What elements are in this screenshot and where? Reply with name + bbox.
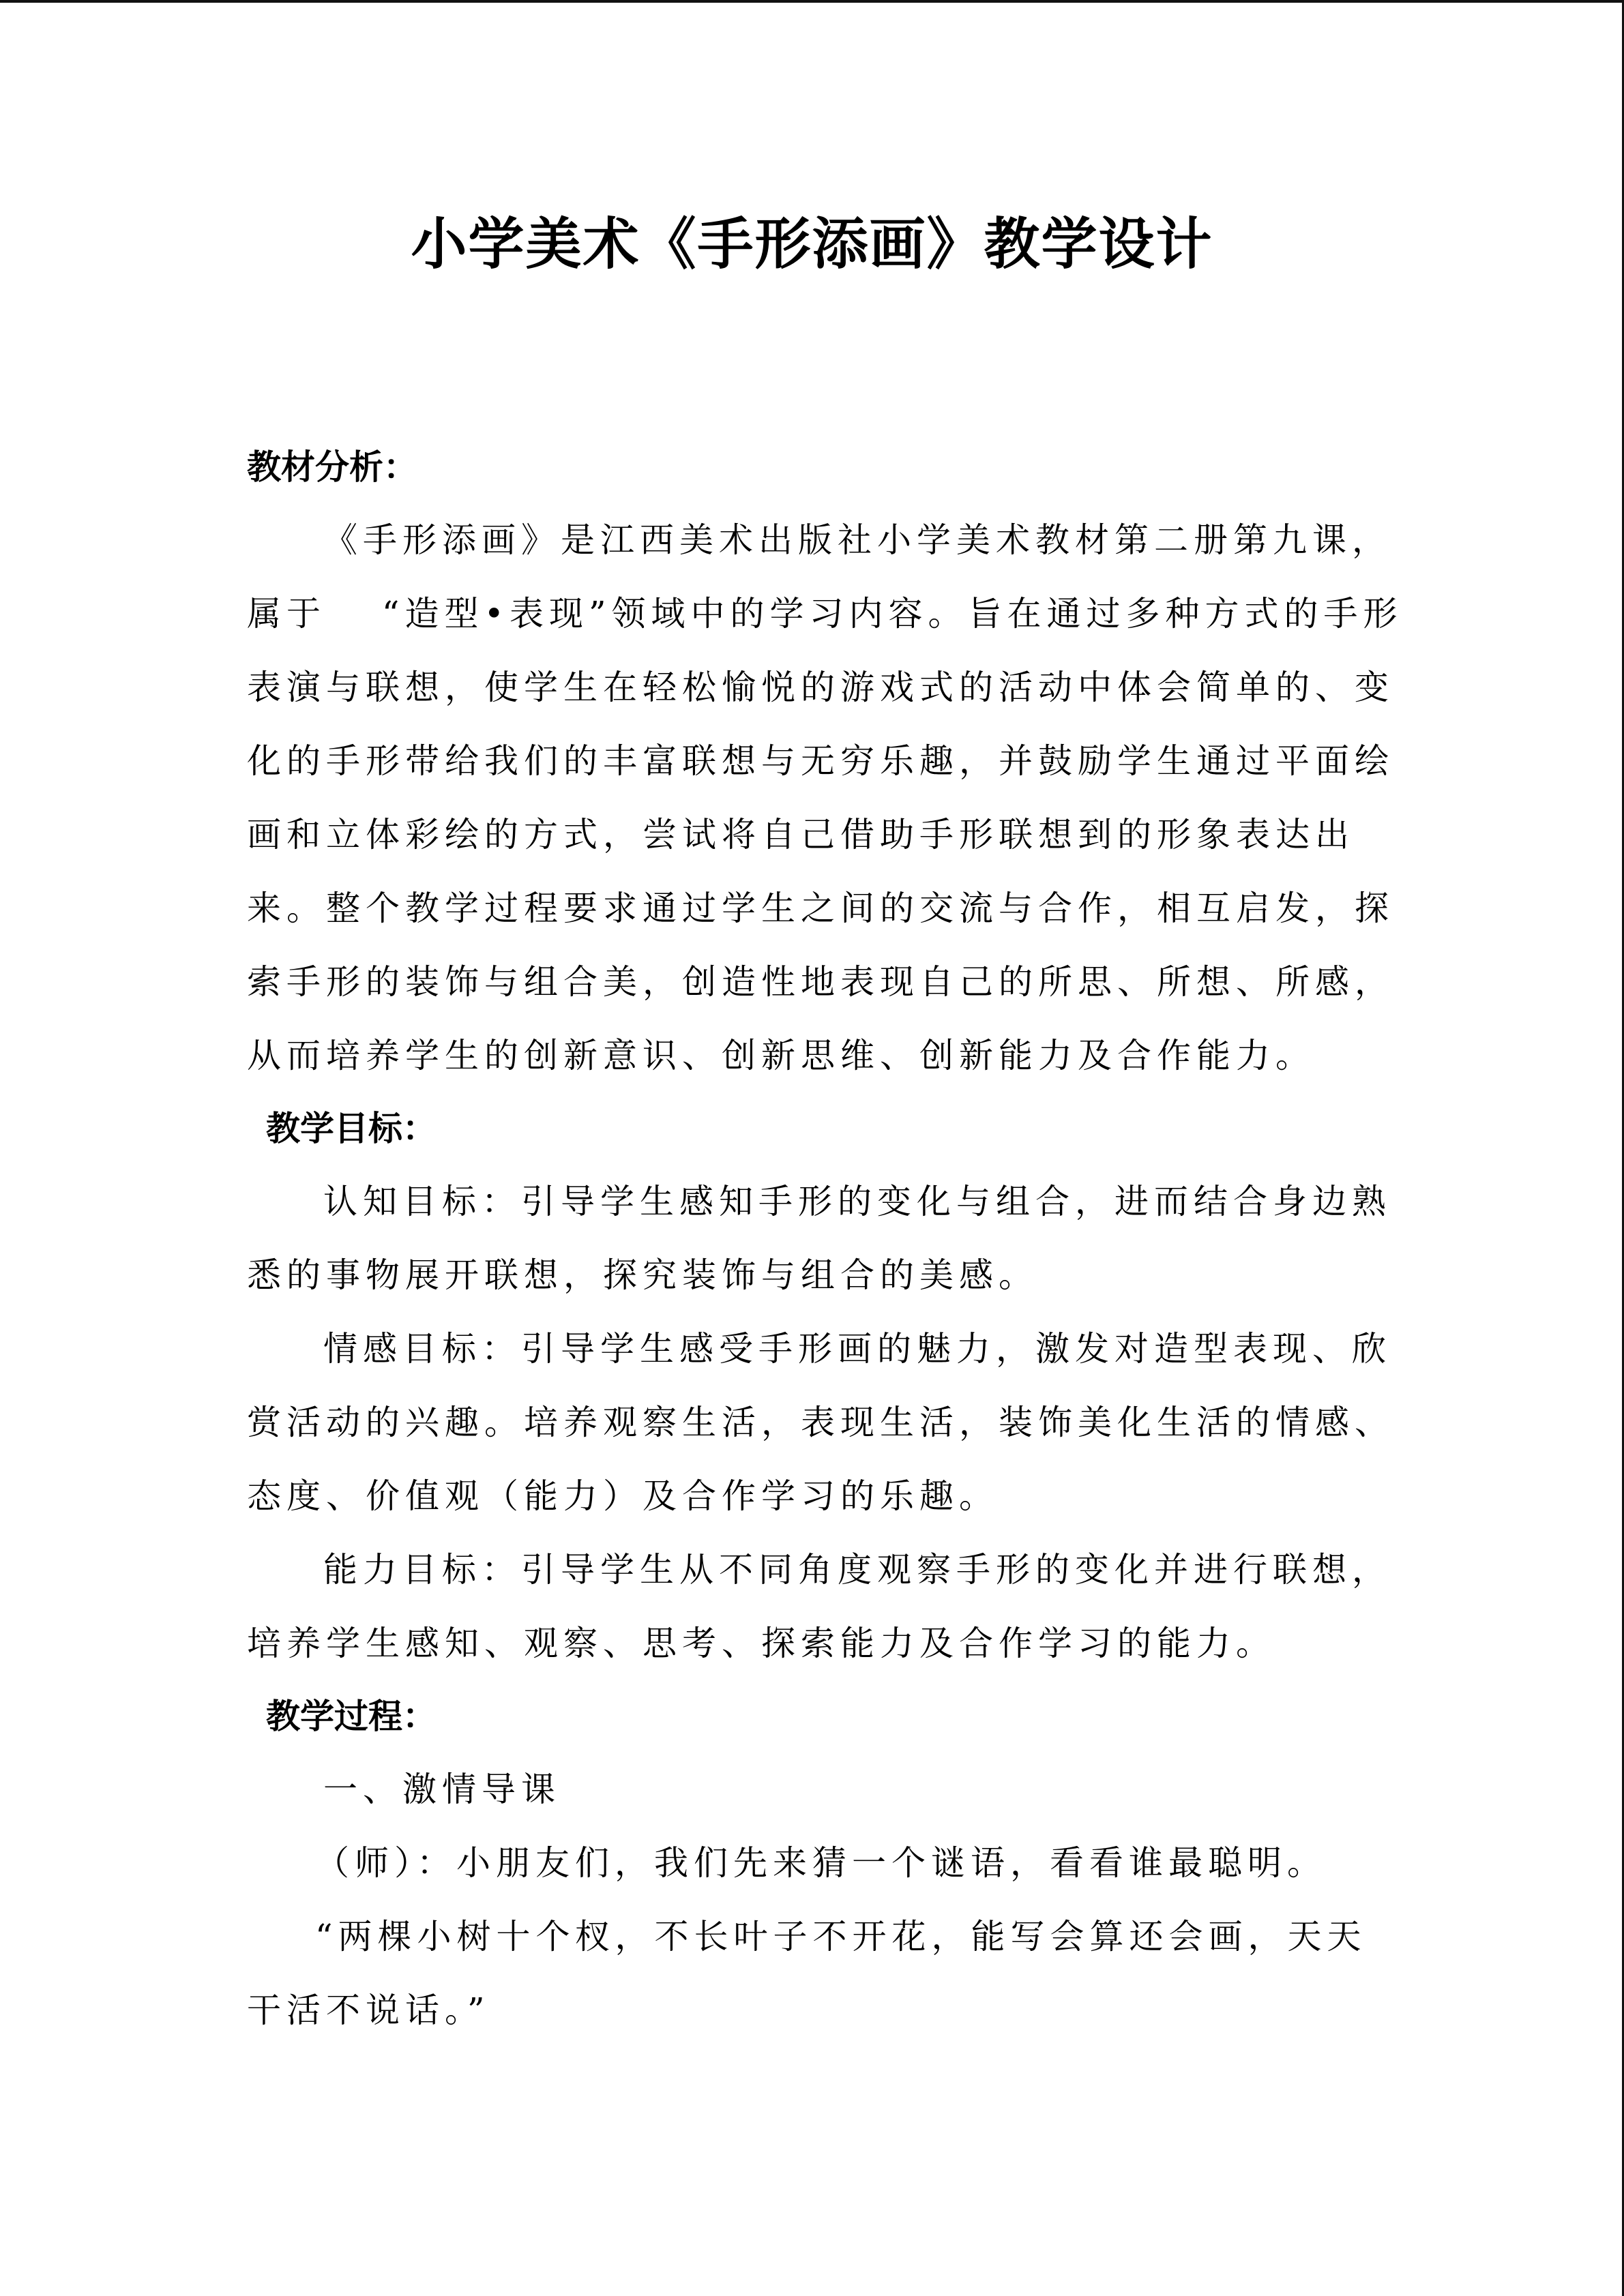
- paragraph-line: 画和立体彩绘的方式，尝试将自己借助手形联想到的形象表达出: [247, 815, 1355, 854]
- paragraph-line: 赏活动的兴趣。培养观察生活，表现生活，装饰美化生活的情感、: [247, 1403, 1394, 1442]
- paragraph-line: 情感目标：引导学生感受手形画的魅力，激发对造型表现、欣: [323, 1329, 1391, 1369]
- paragraph-line: 认知目标：引导学生感知手形的变化与组合，进而结合身边熟: [323, 1182, 1391, 1221]
- paragraph-line: “两棵小树十个杈，不长叶子不开花，能写会算还会画，天天: [315, 1917, 1367, 1956]
- paragraph-line: 《手形添画》是江西美术出版社小学美术教材第二册第九课，: [323, 520, 1391, 560]
- section-textbook-analysis: [247, 431, 1403, 1092]
- paragraph-line: 来。整个教学过程要求通过学生之间的交流与合作，相互启发，探: [247, 889, 1394, 928]
- section-heading: 教学过程：: [266, 1697, 437, 1736]
- section-heading: 教学目标：: [266, 1109, 437, 1148]
- paragraph-line: 干活不说话。”: [247, 1991, 490, 2030]
- paragraph-line: 从而培养学生的创新意识、创新思维、创新能力及合作能力。: [247, 1036, 1315, 1075]
- section-heading: 教材分析：: [247, 447, 417, 487]
- paragraph-line: 索手形的装饰与组合美，创造性地表现自己的所思、所想、所感，: [247, 962, 1394, 1002]
- paragraph-line: 悉的事物展开联想，探究装饰与组合的美感。: [247, 1255, 1038, 1295]
- paragraph-line: 一、激情导课: [323, 1770, 561, 1809]
- section-teaching-objectives: [247, 1092, 1394, 1680]
- document-body: [247, 431, 1403, 2047]
- paragraph-line: 态度、价值观（能力）及合作学习的乐趣。: [247, 1476, 999, 1516]
- paragraph-line: 表演与联想，使学生在轻松愉悦的游戏式的活动中体会简单的、变: [247, 668, 1394, 707]
- paragraph-line: （师）：小朋友们，我们先来猜一个谜语，看看谁最聪明。: [315, 1843, 1327, 1883]
- document-title: 小学美术《手形添画》教学设计: [411, 212, 1213, 277]
- paragraph-line: 化的手形带给我们的丰富联想与无穷乐趣，并鼓励学生通过平面绘: [247, 741, 1394, 781]
- paragraph-line: 能力目标：引导学生从不同角度观察手形的变化并进行联想，: [323, 1550, 1391, 1590]
- paragraph-line: 培养学生感知、观察、思考、探索能力及合作学习的能力。: [247, 1624, 1275, 1663]
- section-teaching-process: [247, 1680, 1379, 2047]
- paragraph-line: 属于 “造型•表现”领域中的学习内容。旨在通过多种方式的手形: [247, 594, 1403, 633]
